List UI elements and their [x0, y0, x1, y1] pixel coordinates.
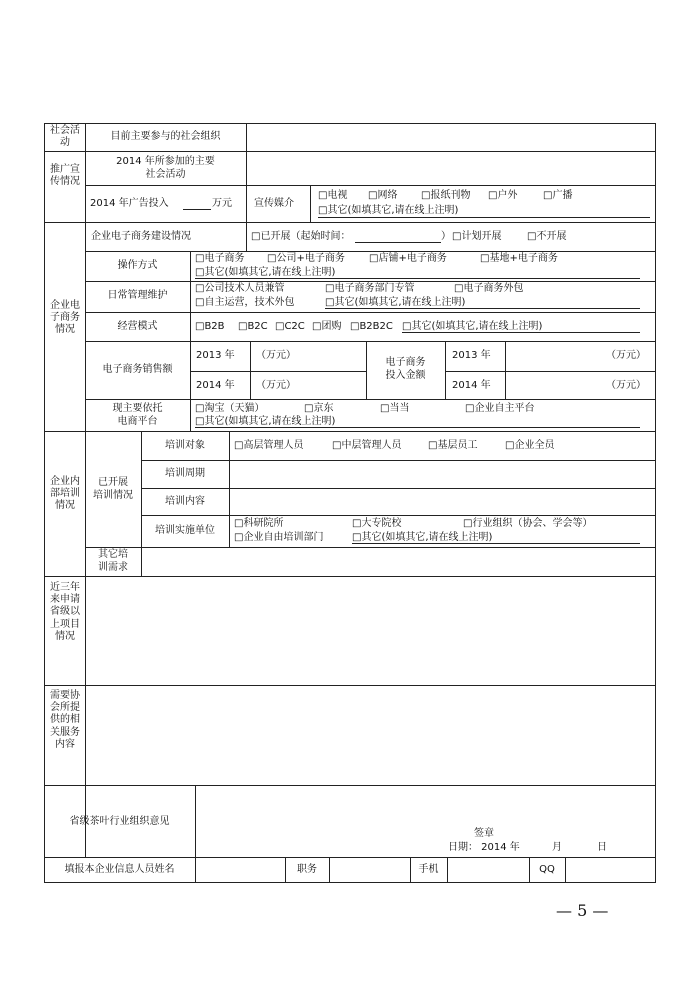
media-other-line[interactable]	[318, 217, 650, 218]
row-line	[44, 785, 656, 786]
section-services-label: 需要协会所提供的相关服务内容	[50, 690, 80, 750]
filler-position-input[interactable]	[330, 858, 410, 883]
page-number: — 5 —	[556, 901, 609, 920]
section-ecom-label: 企业电子商务情况	[50, 300, 80, 335]
section-training-label: 企业内部培训情况	[50, 476, 80, 511]
model-opt-b2c[interactable]: □B2C	[238, 321, 268, 332]
platform-opt-taobao[interactable]: □淘宝（天猫）	[195, 403, 265, 414]
platform-opt-own[interactable]: □企业自主平台	[465, 403, 535, 414]
op-other-line[interactable]	[195, 278, 640, 279]
build-opt-started[interactable]: □已开展（起始时间：	[251, 231, 351, 242]
done-label-2: 培训情况	[93, 490, 133, 501]
model-opt-c2c[interactable]: □C2C	[275, 321, 305, 332]
platform-other-line[interactable]	[195, 427, 640, 428]
op-opt-4[interactable]: □基地+电子商务	[480, 253, 558, 264]
mgmt-label: 日常管理维护	[107, 290, 168, 301]
filler-name-label: 填报本企业信息人员姓名	[64, 864, 175, 875]
sales-2013-year: 2013 年	[196, 350, 235, 361]
build-label: 企业电子商务建设情况	[91, 231, 191, 242]
filler-position-label: 职务	[297, 864, 317, 875]
invest-2013-year: 2013 年	[452, 350, 491, 361]
op-opt-1[interactable]: □电子商务	[195, 253, 245, 264]
media-opt-print[interactable]: □报纸刊物	[421, 190, 471, 201]
ad-invest-unit: 万元	[212, 198, 232, 209]
col-line	[445, 341, 446, 399]
platform-label-2: 电商平台	[117, 416, 158, 427]
mgmt-opt-4[interactable]: □自主运营，技术外包	[195, 297, 295, 308]
row-line	[85, 399, 656, 400]
row-line	[44, 222, 656, 223]
model-label: 经营模式	[117, 321, 158, 332]
platform-opt-dangdang[interactable]: □当当	[380, 403, 410, 414]
col-line	[246, 222, 247, 251]
col-line	[190, 251, 191, 399]
period-label: 培训周期	[165, 468, 205, 479]
content-input[interactable]	[230, 489, 655, 515]
invest-2013-unit[interactable]: （万元）	[606, 350, 646, 361]
col-line	[250, 341, 251, 399]
row-line	[85, 185, 656, 186]
sales-2014-unit[interactable]: （万元）	[256, 380, 296, 391]
invest-label-1: 电子商务	[385, 357, 426, 368]
opinion-date: 日期： 2014 年	[448, 842, 520, 853]
row-line	[85, 341, 656, 342]
filler-phone-input[interactable]	[448, 858, 529, 883]
section-projects-label: 近三年来申请省级以上项目情况	[50, 582, 80, 642]
period-input[interactable]	[230, 461, 655, 488]
main-org-input[interactable]	[247, 124, 655, 151]
media-opt-outdoor[interactable]: □户外	[488, 190, 518, 201]
target-opt-staff[interactable]: □基层员工	[428, 440, 478, 451]
media-opt-other[interactable]: □其它(如填其它,请在线上注明)	[318, 205, 459, 216]
unit-opt-other[interactable]: □其它(如填其它,请在线上注明)	[352, 532, 493, 543]
activities-label-2: 社会活动	[145, 169, 186, 180]
mgmt-opt-1[interactable]: □公司技术人员兼管	[195, 283, 285, 294]
services-input[interactable]	[86, 686, 655, 785]
media-opt-web[interactable]: □网络	[368, 190, 398, 201]
filler-qq-input[interactable]	[566, 858, 655, 883]
unit-other-line[interactable]	[352, 543, 640, 544]
op-opt-2[interactable]: □公司+电子商务	[267, 253, 345, 264]
media-opt-radio[interactable]: □广播	[543, 190, 573, 201]
start-date-input[interactable]	[355, 242, 441, 243]
col-line	[246, 185, 247, 222]
opinion-sign: 签章	[474, 828, 494, 839]
media-opt-tv[interactable]: □电视	[318, 190, 348, 201]
opinion-month: 月	[552, 842, 562, 853]
other-need-input[interactable]	[142, 548, 655, 576]
build-opt-none[interactable]: □不开展	[527, 231, 567, 242]
projects-input[interactable]	[86, 577, 655, 685]
section-social-label: 社会活动	[50, 125, 80, 148]
invest-2014-unit[interactable]: （万元）	[606, 380, 646, 391]
invest-label-2: 投入金额	[385, 370, 426, 381]
ad-invest-input[interactable]	[183, 209, 211, 210]
invest-2014-year: 2014 年	[452, 380, 491, 391]
content-label: 培训内容	[165, 496, 205, 507]
sales-label: 电子商务销售额	[102, 364, 173, 375]
model-opt-b2b[interactable]: □B2B	[195, 321, 225, 332]
row-line	[44, 431, 656, 432]
build-opt-planned[interactable]: □计划开展	[452, 231, 502, 242]
mgmt-opt-3[interactable]: □电子商务外包	[454, 283, 524, 294]
mgmt-opt-2[interactable]: □电子商务部门专管	[325, 283, 415, 294]
ad-invest-label: 2014 年广告投入	[90, 198, 169, 209]
activities-label-1: 2014 年所参加的主要	[116, 156, 215, 167]
filler-name-input[interactable]	[196, 858, 285, 883]
row-line	[445, 371, 656, 372]
main-org-label: 目前主要参与的社会组织	[110, 131, 221, 142]
unit-opt-research[interactable]: □科研院所	[234, 518, 284, 529]
op-opt-other[interactable]: □其它(如填其它,请在线上注明)	[195, 267, 336, 278]
row-line	[85, 281, 656, 282]
other-need-label-2: 训需求	[98, 562, 128, 573]
target-label: 培训对象	[165, 440, 205, 451]
done-label-1: 已开展	[98, 477, 128, 488]
opinion-label: 省级茶叶行业组织意见	[69, 816, 170, 827]
unit-label: 培训实施单位	[155, 525, 215, 536]
filler-phone-label: 手机	[418, 864, 439, 875]
sales-2013-unit[interactable]: （万元）	[256, 350, 296, 361]
target-opt-middle[interactable]: □中层管理人员	[332, 440, 402, 451]
section-promo-label: 推广宣传情况	[50, 164, 80, 187]
row-line	[190, 371, 366, 372]
platform-opt-other[interactable]: □其它(如填其它,请在线上注明)	[195, 416, 336, 427]
platform-opt-jd[interactable]: □京东	[304, 403, 334, 414]
activities-input[interactable]	[247, 152, 655, 185]
target-opt-all[interactable]: □企业全员	[505, 440, 555, 451]
model-opt-b2b2c[interactable]: □B2B2C	[350, 321, 393, 332]
op-opt-3[interactable]: □店铺+电子商务	[369, 253, 447, 264]
mgmt-other-line[interactable]	[325, 308, 640, 309]
model-opt-other[interactable]: □其它(如填其它,请在线上注明)	[402, 321, 543, 332]
model-opt-group[interactable]: □团购	[312, 321, 342, 332]
unit-opt-association[interactable]: □行业组织（协会、学会等）	[463, 518, 593, 529]
row-line	[85, 312, 656, 313]
filler-qq-label: QQ	[539, 864, 555, 875]
media-label: 宣传媒介	[254, 198, 294, 209]
unit-opt-internal[interactable]: □企业自由培训部门	[234, 532, 324, 543]
target-opt-senior[interactable]: □高层管理人员	[234, 440, 304, 451]
sales-2014-year: 2014 年	[196, 380, 235, 391]
row-line	[85, 251, 656, 252]
col-line	[505, 341, 506, 399]
mgmt-opt-other[interactable]: □其它(如填其它,请在线上注明)	[325, 297, 466, 308]
col-line	[190, 399, 191, 431]
row-line	[141, 515, 656, 516]
unit-opt-college[interactable]: □大专院校	[352, 518, 402, 529]
platform-label-1: 现主要依托	[112, 403, 163, 414]
op-label: 操作方式	[117, 260, 158, 271]
col-line	[310, 185, 311, 222]
other-need-label-1: 其它培	[98, 549, 128, 560]
opinion-day: 日	[597, 842, 607, 853]
model-other-line[interactable]	[402, 332, 640, 333]
build-opt-started-end: ）	[441, 231, 451, 242]
